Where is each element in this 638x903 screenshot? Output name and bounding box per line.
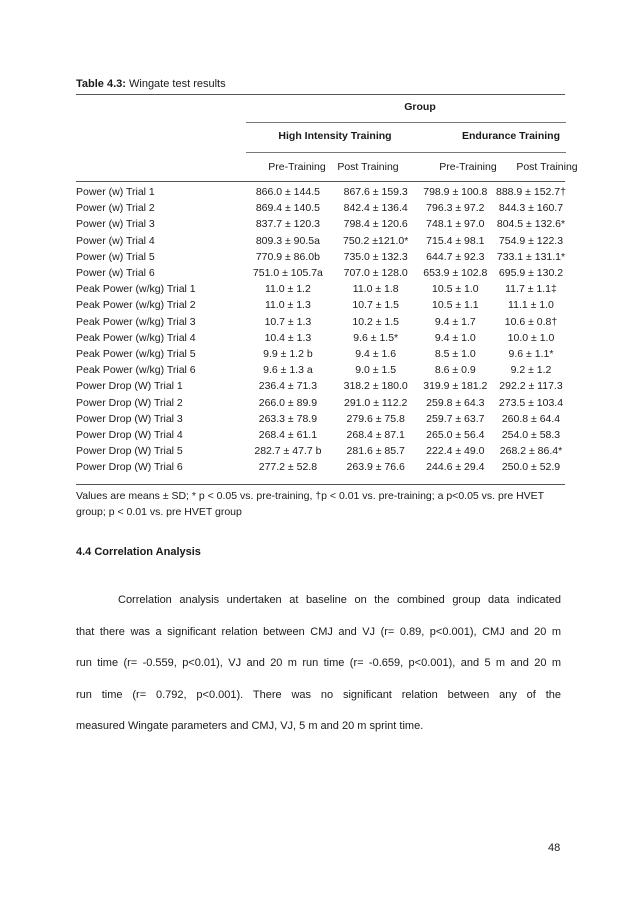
table-row — [76, 184, 566, 200]
table-row — [76, 330, 566, 346]
group-rule — [246, 122, 566, 123]
table-cell: 770.9 ± 86.0b — [255, 250, 320, 263]
table-cell: 259.7 ± 63.7 — [426, 412, 485, 425]
table-cell: 319.9 ± 181.2 — [423, 380, 488, 393]
paragraph-line: that there was a significant relation between CMJ and VJ (r= 0.89, p<0.001), CMJ and 20 m — [76, 625, 561, 638]
row-label: Power Drop (W) Trial 3 — [76, 412, 183, 425]
paragraph-line: Correlation analysis undertaken at baseline on the combined group data indicated — [118, 594, 561, 606]
table-row — [76, 346, 566, 362]
table-row — [76, 281, 566, 297]
row-label: Peak Power (w/kg) Trial 5 — [76, 348, 196, 361]
table-row — [76, 249, 566, 265]
table-top-rule — [76, 94, 565, 95]
table-cell: 291.0 ± 112.2 — [344, 396, 408, 409]
table-cell: 292.2 ± 117.3 — [499, 380, 563, 393]
row-label: Peak Power (w/kg) Trial 3 — [76, 315, 196, 328]
table-cell: 10.7 ± 1.3 — [264, 315, 312, 328]
table-body — [76, 184, 566, 476]
table-cell: 273.5 ± 103.4 — [498, 396, 564, 409]
table-cell: 268.4 ± 87.1 — [346, 429, 405, 442]
group-header: Group — [404, 101, 436, 113]
footnote-line: Values are means ± SD; * p < 0.05 vs. pre-training, †p < 0.01 vs. pre-training; a p<0.05 vs. pre HVET — [76, 490, 545, 502]
table-row — [76, 314, 566, 330]
table-cell: 11.0 ± 1.3 — [264, 299, 311, 312]
table-cell: 644.7 ± 92.3 — [426, 250, 485, 263]
table-row — [76, 297, 566, 313]
table-caption-text: Wingate test results — [125, 78, 226, 90]
table-cell: 842.4 ± 136.4 — [343, 202, 408, 215]
sub-header-hit-pre: Pre-Training — [268, 161, 326, 173]
table-cell: 869.4 ± 140.5 — [255, 202, 320, 215]
table-cell: 281.6 ± 85.7 — [346, 445, 405, 458]
paragraph-line: run time (r= -0.559, p<0.01), VJ and 20 m run time (r= -0.659, p<0.001), and 5 m and 20 m — [76, 657, 561, 669]
table-cell: 10.5 ± 1.0 — [432, 283, 479, 296]
row-label: Power (w) Trial 3 — [76, 218, 155, 231]
table-cell: 250.0 ± 52.9 — [501, 461, 561, 474]
table-cell: 11.7 ± 1.1‡ — [505, 283, 557, 296]
table-cell: 11.0 ± 1.8 — [352, 283, 399, 296]
wingate-results-table — [76, 184, 566, 476]
table-row — [76, 362, 566, 378]
row-label: Power Drop (W) Trial 4 — [76, 429, 183, 442]
table-cell: 735.0 ± 132.3 — [343, 250, 408, 263]
row-label: Peak Power (w/kg) Trial 4 — [76, 331, 196, 344]
table-cell: 10.2 ± 1.5 — [352, 315, 400, 328]
row-label: Peak Power (w/kg) Trial 6 — [76, 364, 196, 377]
table-caption — [76, 78, 226, 90]
row-label: Power (w) Trial 5 — [76, 250, 155, 263]
table-cell: 259.8 ± 64.3 — [426, 396, 485, 409]
table-cell: 844.3 ± 160.7 — [498, 202, 564, 215]
table-cell: 11.1 ± 1.0 — [508, 299, 554, 312]
table-caption-label: Table 4.3: — [76, 78, 126, 90]
table-row — [76, 459, 566, 475]
table-cell: 9.9 ± 1.2 b — [263, 348, 313, 361]
table-cell: 279.6 ± 75.8 — [346, 412, 405, 425]
sub-header-et-post: Post Training — [516, 161, 578, 173]
table-row — [76, 378, 566, 394]
row-label: Power (w) Trial 4 — [76, 234, 155, 247]
table-cell: 715.4 ± 98.1 — [426, 234, 485, 247]
table-cell: 798.9 ± 100.8 — [423, 186, 488, 198]
table-row — [76, 411, 566, 427]
table-cell: 751.0 ± 105.7a — [252, 267, 323, 280]
table-cell: 10.0 ± 1.0 — [507, 331, 555, 344]
table-row — [76, 443, 566, 459]
table-cell: 282.7 ± 47.7 b — [254, 445, 322, 458]
table-cell: 653.9 ± 102.8 — [423, 267, 488, 280]
table-cell: 8.5 ± 1.0 — [434, 348, 476, 361]
table-cell: 866.0 ± 144.5 — [255, 186, 320, 198]
table-cell: 10.7 ± 1.5 — [352, 299, 400, 312]
sub-header-et-pre: Pre-Training — [439, 161, 497, 173]
table-row — [76, 216, 566, 232]
table-cell: 11.0 ± 1.2 — [264, 283, 311, 296]
table-cell: 9.6 ± 1.3 a — [263, 364, 313, 377]
row-label: Power (w) Trial 1 — [76, 186, 155, 198]
et-group-header: Endurance Training — [461, 130, 561, 142]
table-row — [76, 200, 566, 216]
table-cell: 733.1 ± 131.1* — [496, 250, 566, 263]
table-cell: 263.3 ± 78.9 — [258, 412, 318, 425]
table-cell: 804.5 ± 132.6* — [496, 218, 566, 231]
table-cell: 10.6 ± 0.8† — [504, 315, 558, 328]
table-cell: 748.1 ± 97.0 — [426, 218, 485, 231]
table-cell: 809.3 ± 90.5a — [255, 234, 320, 247]
paragraph-line: run time (r= 0.792, p<0.001). There was no significant relation between any of the — [76, 688, 561, 701]
row-label: Power Drop (W) Trial 6 — [76, 461, 183, 474]
table-cell: 266.0 ± 89.9 — [258, 396, 318, 409]
table-footnote — [76, 488, 566, 520]
table-cell: 9.4 ± 1.0 — [434, 331, 476, 344]
table-row — [76, 427, 566, 443]
row-label: Power (w) Trial 6 — [76, 267, 155, 280]
table-cell: 754.9 ± 122.3 — [498, 234, 564, 247]
section-heading: 4.4 Correlation Analysis — [76, 546, 201, 558]
table-cell: 265.0 ± 56.4 — [426, 429, 485, 442]
row-label: Power Drop (W) Trial 5 — [76, 445, 183, 458]
table-cell: 10.5 ± 1.1 — [432, 299, 479, 312]
row-label: Power Drop (W) Trial 1 — [76, 380, 183, 393]
page-number: 48 — [548, 842, 561, 854]
table-row — [76, 395, 566, 411]
table-cell: 695.9 ± 130.2 — [498, 267, 564, 280]
table-cell: 9.0 ± 1.5 — [355, 364, 397, 377]
body-paragraph — [76, 590, 561, 748]
table-cell: 277.2 ± 52.8 — [258, 461, 318, 474]
row-label: Power (w) Trial 2 — [76, 202, 155, 215]
table-cell: 837.7 ± 120.3 — [255, 218, 320, 231]
row-label: Power Drop (W) Trial 2 — [76, 396, 183, 409]
table-cell: 263.9 ± 76.6 — [346, 461, 405, 474]
table-cell: 867.6 ± 159.3 — [343, 186, 408, 198]
table-cell: 9.6 ± 1.5* — [353, 331, 399, 344]
table-cell: 222.4 ± 49.0 — [426, 445, 485, 458]
table-cell: 10.4 ± 1.3 — [264, 331, 312, 344]
table-row — [76, 233, 566, 249]
table-row — [76, 265, 566, 281]
table-cell: 268.2 ± 86.4* — [499, 445, 563, 458]
footnote-line: group; p < 0.01 vs. pre HVET group — [76, 506, 242, 518]
table-cell: 888.9 ± 152.7† — [495, 186, 566, 198]
table-bottom-rule — [76, 484, 565, 485]
paragraph-line: measured Wingate parameters and CMJ, VJ, 5 m and 20 m sprint time. — [76, 720, 424, 732]
row-label: Peak Power (w/kg) Trial 2 — [76, 299, 196, 312]
header-bottom-rule — [76, 181, 565, 182]
table-cell: 9.4 ± 1.7 — [434, 315, 476, 328]
table-cell: 244.6 ± 29.4 — [426, 461, 485, 474]
table-cell: 236.4 ± 71.3 — [258, 380, 318, 393]
table-cell: 254.0 ± 58.3 — [501, 429, 561, 442]
row-label: Peak Power (w/kg) Trial 1 — [76, 283, 196, 296]
table-cell: 260.8 ± 64.4 — [501, 412, 561, 425]
subgroup-rule — [246, 152, 566, 153]
table-cell: 9.4 ± 1.6 — [355, 348, 397, 361]
table-cell: 318.2 ± 180.0 — [343, 380, 408, 393]
table-cell: 9.2 ± 1.2 — [510, 364, 552, 377]
table-cell: 8.6 ± 0.9 — [434, 364, 476, 377]
table-cell: 707.0 ± 128.0 — [343, 267, 408, 280]
table-cell: 798.4 ± 120.6 — [343, 218, 408, 231]
table-cell: 796.3 ± 97.2 — [426, 202, 485, 215]
table-cell: 9.6 ± 1.1* — [508, 348, 554, 361]
sub-header-hit-post: Post Training — [337, 161, 399, 173]
table-cell: 750.2 ±121.0* — [343, 234, 409, 247]
hit-group-header: High Intensity Training — [278, 130, 392, 142]
table-cell: 268.4 ± 61.1 — [258, 429, 318, 442]
